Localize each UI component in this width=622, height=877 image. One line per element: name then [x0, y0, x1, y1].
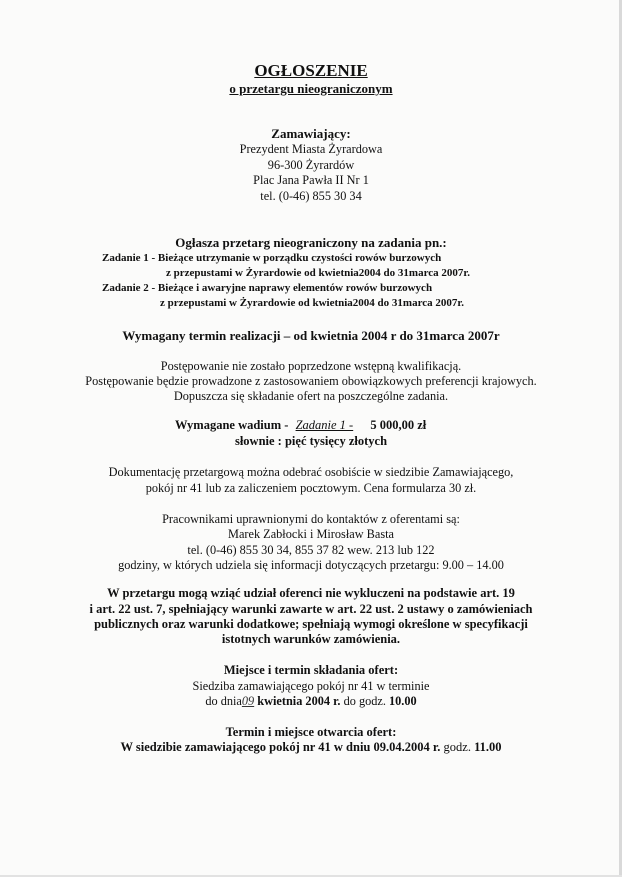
contracting-line: Prezydent Miasta Żyrardowa — [239, 142, 383, 156]
opening-time-prefix: godz. — [440, 740, 475, 754]
handwritten-day: 09 — [241, 694, 255, 708]
contacts-line: godziny, w których udziela się informacji dotyczących przetargu: 9.00 – 14.00 — [118, 558, 504, 572]
opening-place-date: W siedzibie zamawiającego pokój nr 41 w dniu 09.04.2004 r. — [120, 740, 441, 754]
realization-deadline: Wymagany termin realizacji – od kwietnia 2004 r do 31marca 2007r — [122, 328, 500, 343]
procedure-line: Postępowanie nie zostało poprzedzone wstępną kwalifikacją. — [160, 359, 462, 373]
document-title: OGŁOSZENIE — [254, 61, 368, 80]
wadium-amount: 5 000,00 zł — [370, 418, 427, 432]
tender-heading: Ogłasza przetarg nieograniczony na zadania pn.: — [175, 235, 447, 250]
submission-date-prefix: do dnia — [205, 694, 242, 708]
submission-time: 10.00 — [389, 694, 417, 708]
submission-line-2 — [0, 695, 622, 707]
wadium-line — [175, 419, 475, 432]
task-2-line-2: z przepustami w Żyrardowie od kwietnia2004 do 31marca 2007r. — [160, 297, 465, 309]
contracting-line: tel. (0-46) 855 30 34 — [260, 189, 362, 203]
submission-time-prefix: do godz. — [340, 694, 389, 708]
wadium-words: słownie : pięć tysięcy złotych — [234, 434, 388, 448]
wadium-label: Wymagane wadium - — [175, 418, 289, 432]
submission-heading: Miejsce i termin składania ofert: — [223, 663, 399, 677]
contracting-line: 96-300 Żyrardów — [267, 158, 355, 172]
task-1-line-1: Zadanie 1 - Bieżące utrzymanie w porządku czystości rowów burzowych — [102, 252, 442, 264]
opening-heading: Termin i miejsce otwarcia ofert: — [225, 725, 397, 739]
opening-time: 11.00 — [474, 740, 502, 754]
document-subtitle: o przetargu nieograniczonym — [229, 81, 393, 96]
eligibility-line: istotnych warunków zamówienia. — [221, 632, 401, 646]
procedure-line: Postępowanie będzie prowadzone z zastosowaniem obowiązkowych preferencji krajowych. — [85, 374, 537, 388]
task-1-line-2: z przepustami w Żyrardowie od kwietnia2004 do 31marca 2007r. — [166, 267, 471, 279]
contacts-line: tel. (0-46) 855 30 34, 855 37 82 wew. 213 lub 122 — [187, 543, 435, 557]
eligibility-line: i art. 22 ust. 7, spełniający warunki zawarte w art. 22 ust. 2 ustawy o zamówieniach — [89, 602, 533, 616]
documentation-line: pokój nr 41 lub za zaliczeniem pocztowym. Cena formularza 30 zł. — [145, 481, 477, 495]
contacts-line: Pracownikami uprawnionymi do kontaktów z oferentami są: — [162, 512, 460, 526]
contacts-line: Marek Zabłocki i Mirosław Basta — [228, 527, 394, 541]
eligibility-line: publicznych oraz warunki dodatkowe; spełniają wymogi określone w specyfikacji — [94, 617, 528, 631]
submission-line-1: Siedziba zamawiającego pokój nr 41 w terminie — [192, 679, 430, 693]
wadium-task: Zadanie 1 - — [295, 418, 354, 432]
contracting-heading: Zamawiający: — [271, 126, 351, 141]
documentation-line: Dokumentację przetargową można odebrać osobiście w siedzibie Zamawiającego, — [108, 465, 514, 479]
eligibility-line: W przetargu mogą wziąć udział oferenci nie wykluczeni na podstawie art. 19 — [107, 586, 515, 600]
contracting-line: Plac Jana Pawła II Nr 1 — [253, 173, 369, 187]
opening-line — [0, 741, 622, 754]
submission-date-suffix: kwietnia 2004 r. — [257, 694, 341, 708]
task-2-line-1: Zadanie 2 - Bieżące i awaryjne naprawy elementów rowów burzowych — [102, 282, 433, 294]
procedure-line: Dopuszcza się składanie ofert na poszczególne zadania. — [173, 389, 449, 403]
